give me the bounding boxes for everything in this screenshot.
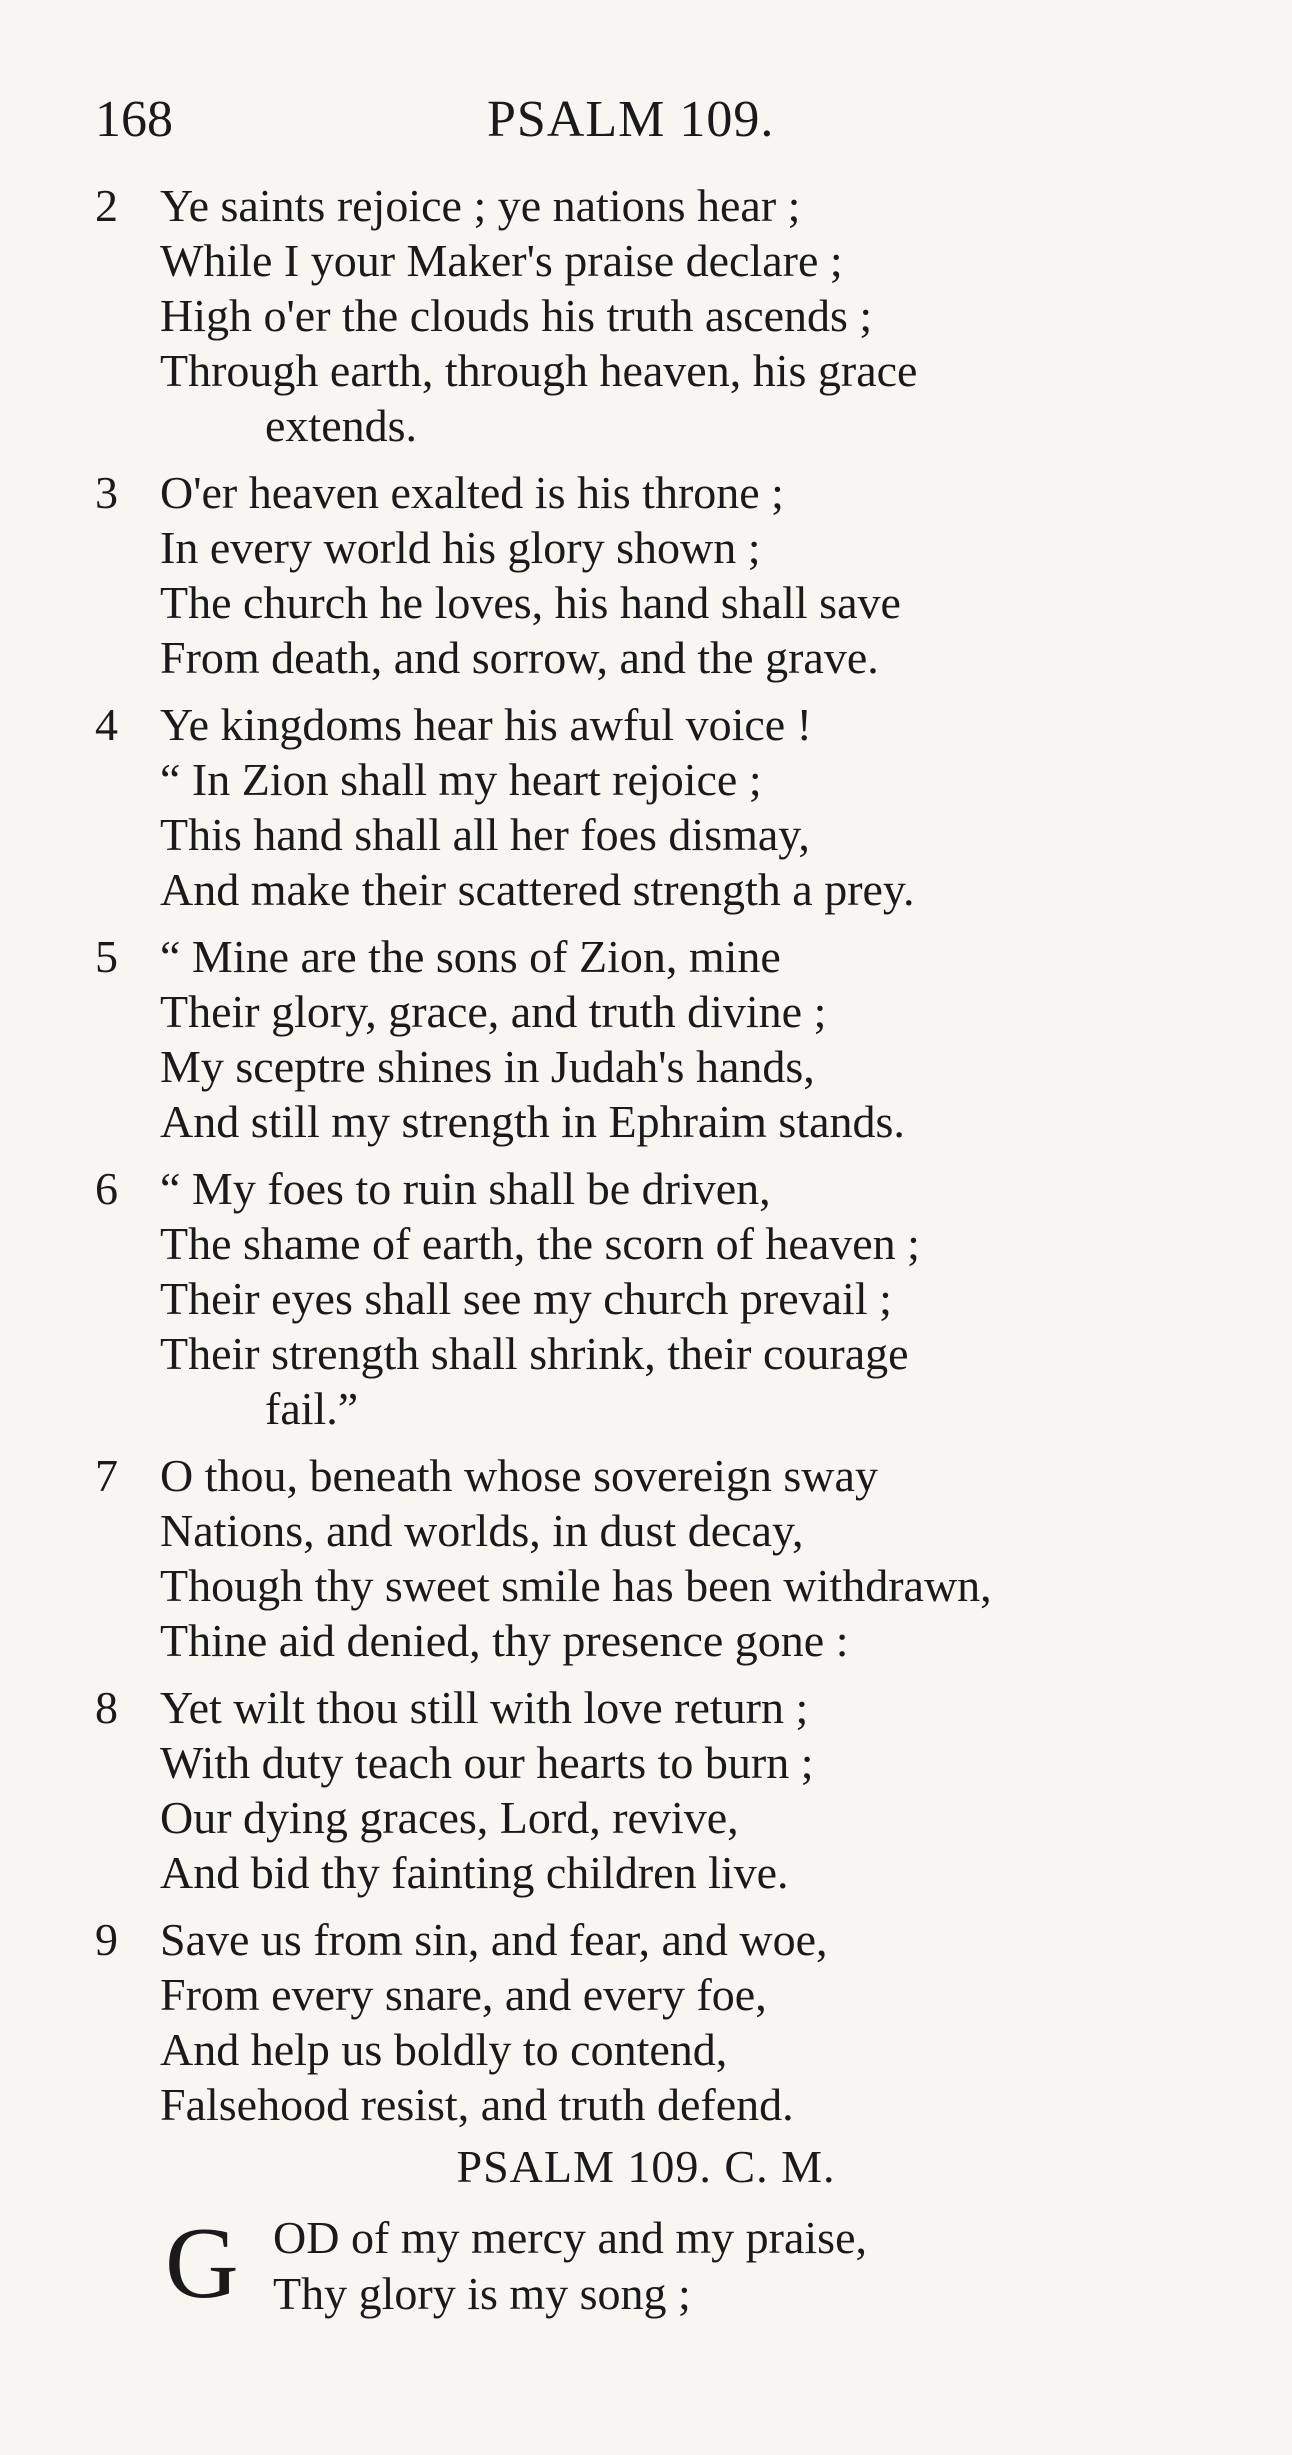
opening-stanza: [165, 2207, 1215, 2322]
verse-line: OD of my mercy and my praise,: [273, 2212, 868, 2263]
verse-line: Thine aid denied, thy presence gone :: [160, 1615, 849, 1666]
running-title: PSALM 109.: [487, 91, 775, 148]
verse-line: Falsehood resist, and truth defend.: [160, 2079, 794, 2130]
section-title: PSALM 109. C. M.: [456, 2141, 836, 2192]
stanza: [95, 178, 1245, 453]
page-header: [95, 90, 1235, 160]
verse-line: Our dying graces, Lord, revive,: [160, 1792, 739, 1843]
verse-line: Through earth, through heaven, his grace: [160, 345, 918, 396]
verse-line: The church he loves, his hand shall save: [160, 577, 901, 628]
verse-line: With duty teach our hearts to burn ;: [160, 1737, 814, 1788]
verse-line: Ye saints rejoice ; ye nations hear ;: [160, 180, 801, 231]
verse-line: The shame of earth, the scorn of heaven ;: [160, 1218, 920, 1269]
stanza: [95, 929, 1245, 1149]
verse-line: Thy glory is my song ;: [273, 2268, 691, 2319]
verse-line: Save us from sin, and fear, and woe,: [160, 1914, 828, 1965]
stanza: [95, 1680, 1245, 1900]
stanza: [95, 1161, 1245, 1436]
verse-number: 3: [95, 467, 118, 518]
verse-line: In every world his glory shown ;: [160, 522, 761, 573]
verse-line: From every snare, and every foe,: [160, 1969, 767, 2020]
stanza: [95, 1448, 1245, 1668]
verse-line: “ My foes to ruin shall be driven,: [160, 1163, 771, 1214]
verse-line: From death, and sorrow, and the grave.: [160, 632, 879, 683]
verse-number: 8: [95, 1682, 118, 1733]
verse-line-continuation: fail.”: [265, 1383, 359, 1434]
verse-line: Nations, and worlds, in dust decay,: [160, 1505, 804, 1556]
verse-line: My sceptre shines in Judah's hands,: [160, 1041, 815, 1092]
verse-number: 4: [95, 699, 118, 750]
stanza-list: [95, 178, 1245, 2144]
verse-line: Their strength shall shrink, their courage: [160, 1328, 909, 1379]
verse-number: 7: [95, 1450, 118, 1501]
verse-line: Yet wilt thou still with love return ;: [160, 1682, 809, 1733]
verse-line: And help us boldly to contend,: [160, 2024, 728, 2075]
verse-line: And bid thy fainting children live.: [160, 1847, 789, 1898]
verse-line: O'er heaven exalted is his throne ;: [160, 467, 784, 518]
verse-line-continuation: extends.: [265, 400, 418, 451]
verse-line: High o'er the clouds his truth ascends ;: [160, 290, 873, 341]
verse-number: 5: [95, 931, 118, 982]
verse-line: O thou, beneath whose sovereign sway: [160, 1450, 878, 1501]
verse-line: Their eyes shall see my church prevail ;: [160, 1273, 892, 1324]
verse-number: 2: [95, 180, 118, 231]
verse-line: And make their scattered strength a prey.: [160, 864, 915, 915]
stanza: [95, 697, 1245, 917]
verse-number: 9: [95, 1914, 118, 1965]
verse-number: 6: [95, 1163, 118, 1214]
verse-line: “ In Zion shall my heart rejoice ;: [160, 754, 762, 805]
stanza: [95, 1912, 1245, 2132]
verse-line: Their glory, grace, and truth divine ;: [160, 986, 827, 1037]
drop-cap: G: [165, 2207, 239, 2320]
verse-line: While I your Maker's praise declare ;: [160, 235, 843, 286]
verse-line: “ Mine are the sons of Zion, mine: [160, 931, 781, 982]
stanza: [95, 465, 1245, 685]
verse-line: This hand shall all her foes dismay,: [160, 809, 810, 860]
page-number: 168: [95, 91, 173, 148]
verse-line: Though thy sweet smile has been withdrawn,: [160, 1560, 992, 1611]
verse-line: Ye kingdoms hear his awful voice !: [160, 699, 812, 750]
verse-line: And still my strength in Ephraim stands.: [160, 1096, 905, 1147]
